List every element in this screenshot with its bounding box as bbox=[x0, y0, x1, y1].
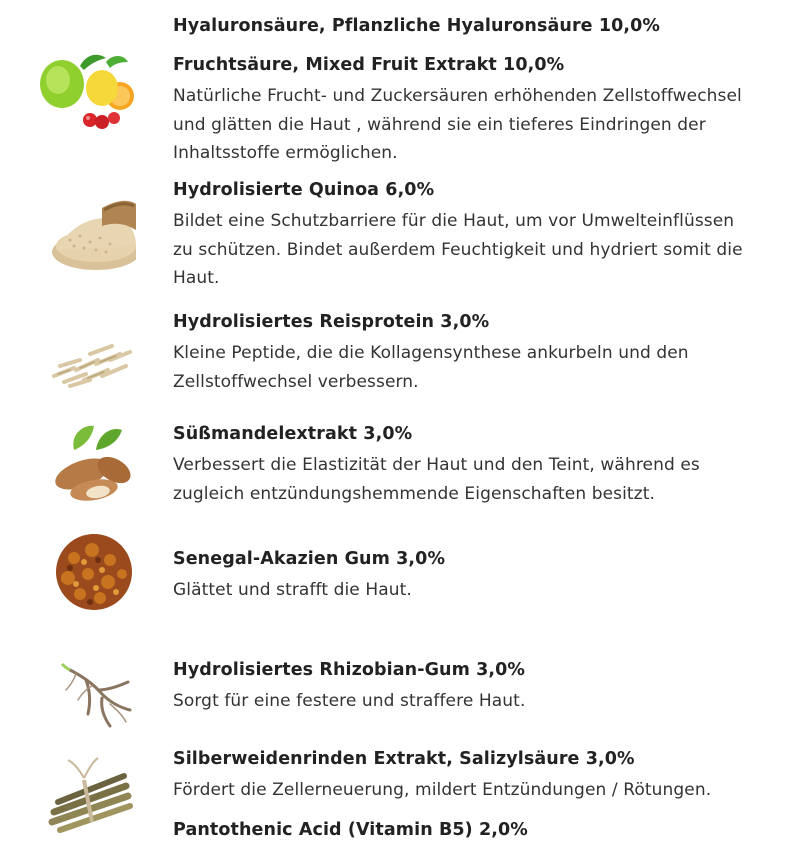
mixed-fruit-icon bbox=[40, 48, 136, 132]
ingredient-title-quinoa: Hydrolisierte Quinoa 6,0% bbox=[173, 180, 435, 200]
root-icon bbox=[40, 650, 136, 734]
almond-icon bbox=[40, 420, 136, 504]
ingredient-title-fruchtsaeure: Fruchtsäure, Mixed Fruit Extrakt 10,0% bbox=[173, 55, 565, 75]
ingredient-desc-silberweidenrinde: Fördert die Zellerneuerung, mildert Entzündungen / Rötungen. bbox=[173, 780, 712, 800]
ingredient-desc-rhizobian-gum: Sorgt für eine festere und straffere Haut. bbox=[173, 691, 526, 711]
willow-bark-icon bbox=[40, 750, 136, 834]
ingredient-title-pantothenic-acid: Pantothenic Acid (Vitamin B5) 2,0% bbox=[173, 820, 528, 840]
ingredient-title-rhizobian-gum: Hydrolisiertes Rhizobian-Gum 3,0% bbox=[173, 660, 526, 680]
ingredient-title-akazien-gum: Senegal-Akazien Gum 3,0% bbox=[173, 549, 446, 569]
acacia-gum-icon bbox=[40, 530, 136, 614]
ingredient-title-silberweidenrinde: Silberweidenrinden Extrakt, Salizylsäure 3,0% bbox=[173, 749, 635, 769]
ingredient-title-suessmandel: Süßmandelextrakt 3,0% bbox=[173, 424, 413, 444]
ingredient-title-hyaluronsaeure: Hyaluronsäure, Pflanzliche Hyaluronsäure 10,0% bbox=[173, 16, 661, 36]
ingredient-desc-reisprotein: Kleine Peptide, die die Kollagensynthese ankurbeln und den Zellstoffwechsel verbessern. bbox=[173, 343, 689, 392]
ingredient-title-reisprotein: Hydrolisiertes Reisprotein 3,0% bbox=[173, 312, 490, 332]
rice-icon bbox=[40, 320, 136, 404]
quinoa-icon bbox=[40, 190, 136, 274]
ingredient-desc-fruchtsaeure: Natürliche Frucht- und Zuckersäuren erhöhenden Zellstoffwechsel und glätten die Haut , während sie ein tieferes Eindringen der Inhaltsstoffe ermöglichen. bbox=[173, 86, 742, 164]
ingredient-desc-quinoa: Bildet eine Schutzbarriere für die Haut, um vor Umwelteinflüssen zu schützen. Bindet außerdem Feuchtigkeit und hydriert somit die Haut. bbox=[173, 211, 743, 289]
ingredient-desc-akazien-gum: Glättet und strafft die Haut. bbox=[173, 580, 412, 600]
ingredient-desc-suessmandel: Verbessert die Elastizität der Haut und den Teint, während es zugleich entzündungshemmende Eigenschaften besitzt. bbox=[173, 455, 700, 504]
